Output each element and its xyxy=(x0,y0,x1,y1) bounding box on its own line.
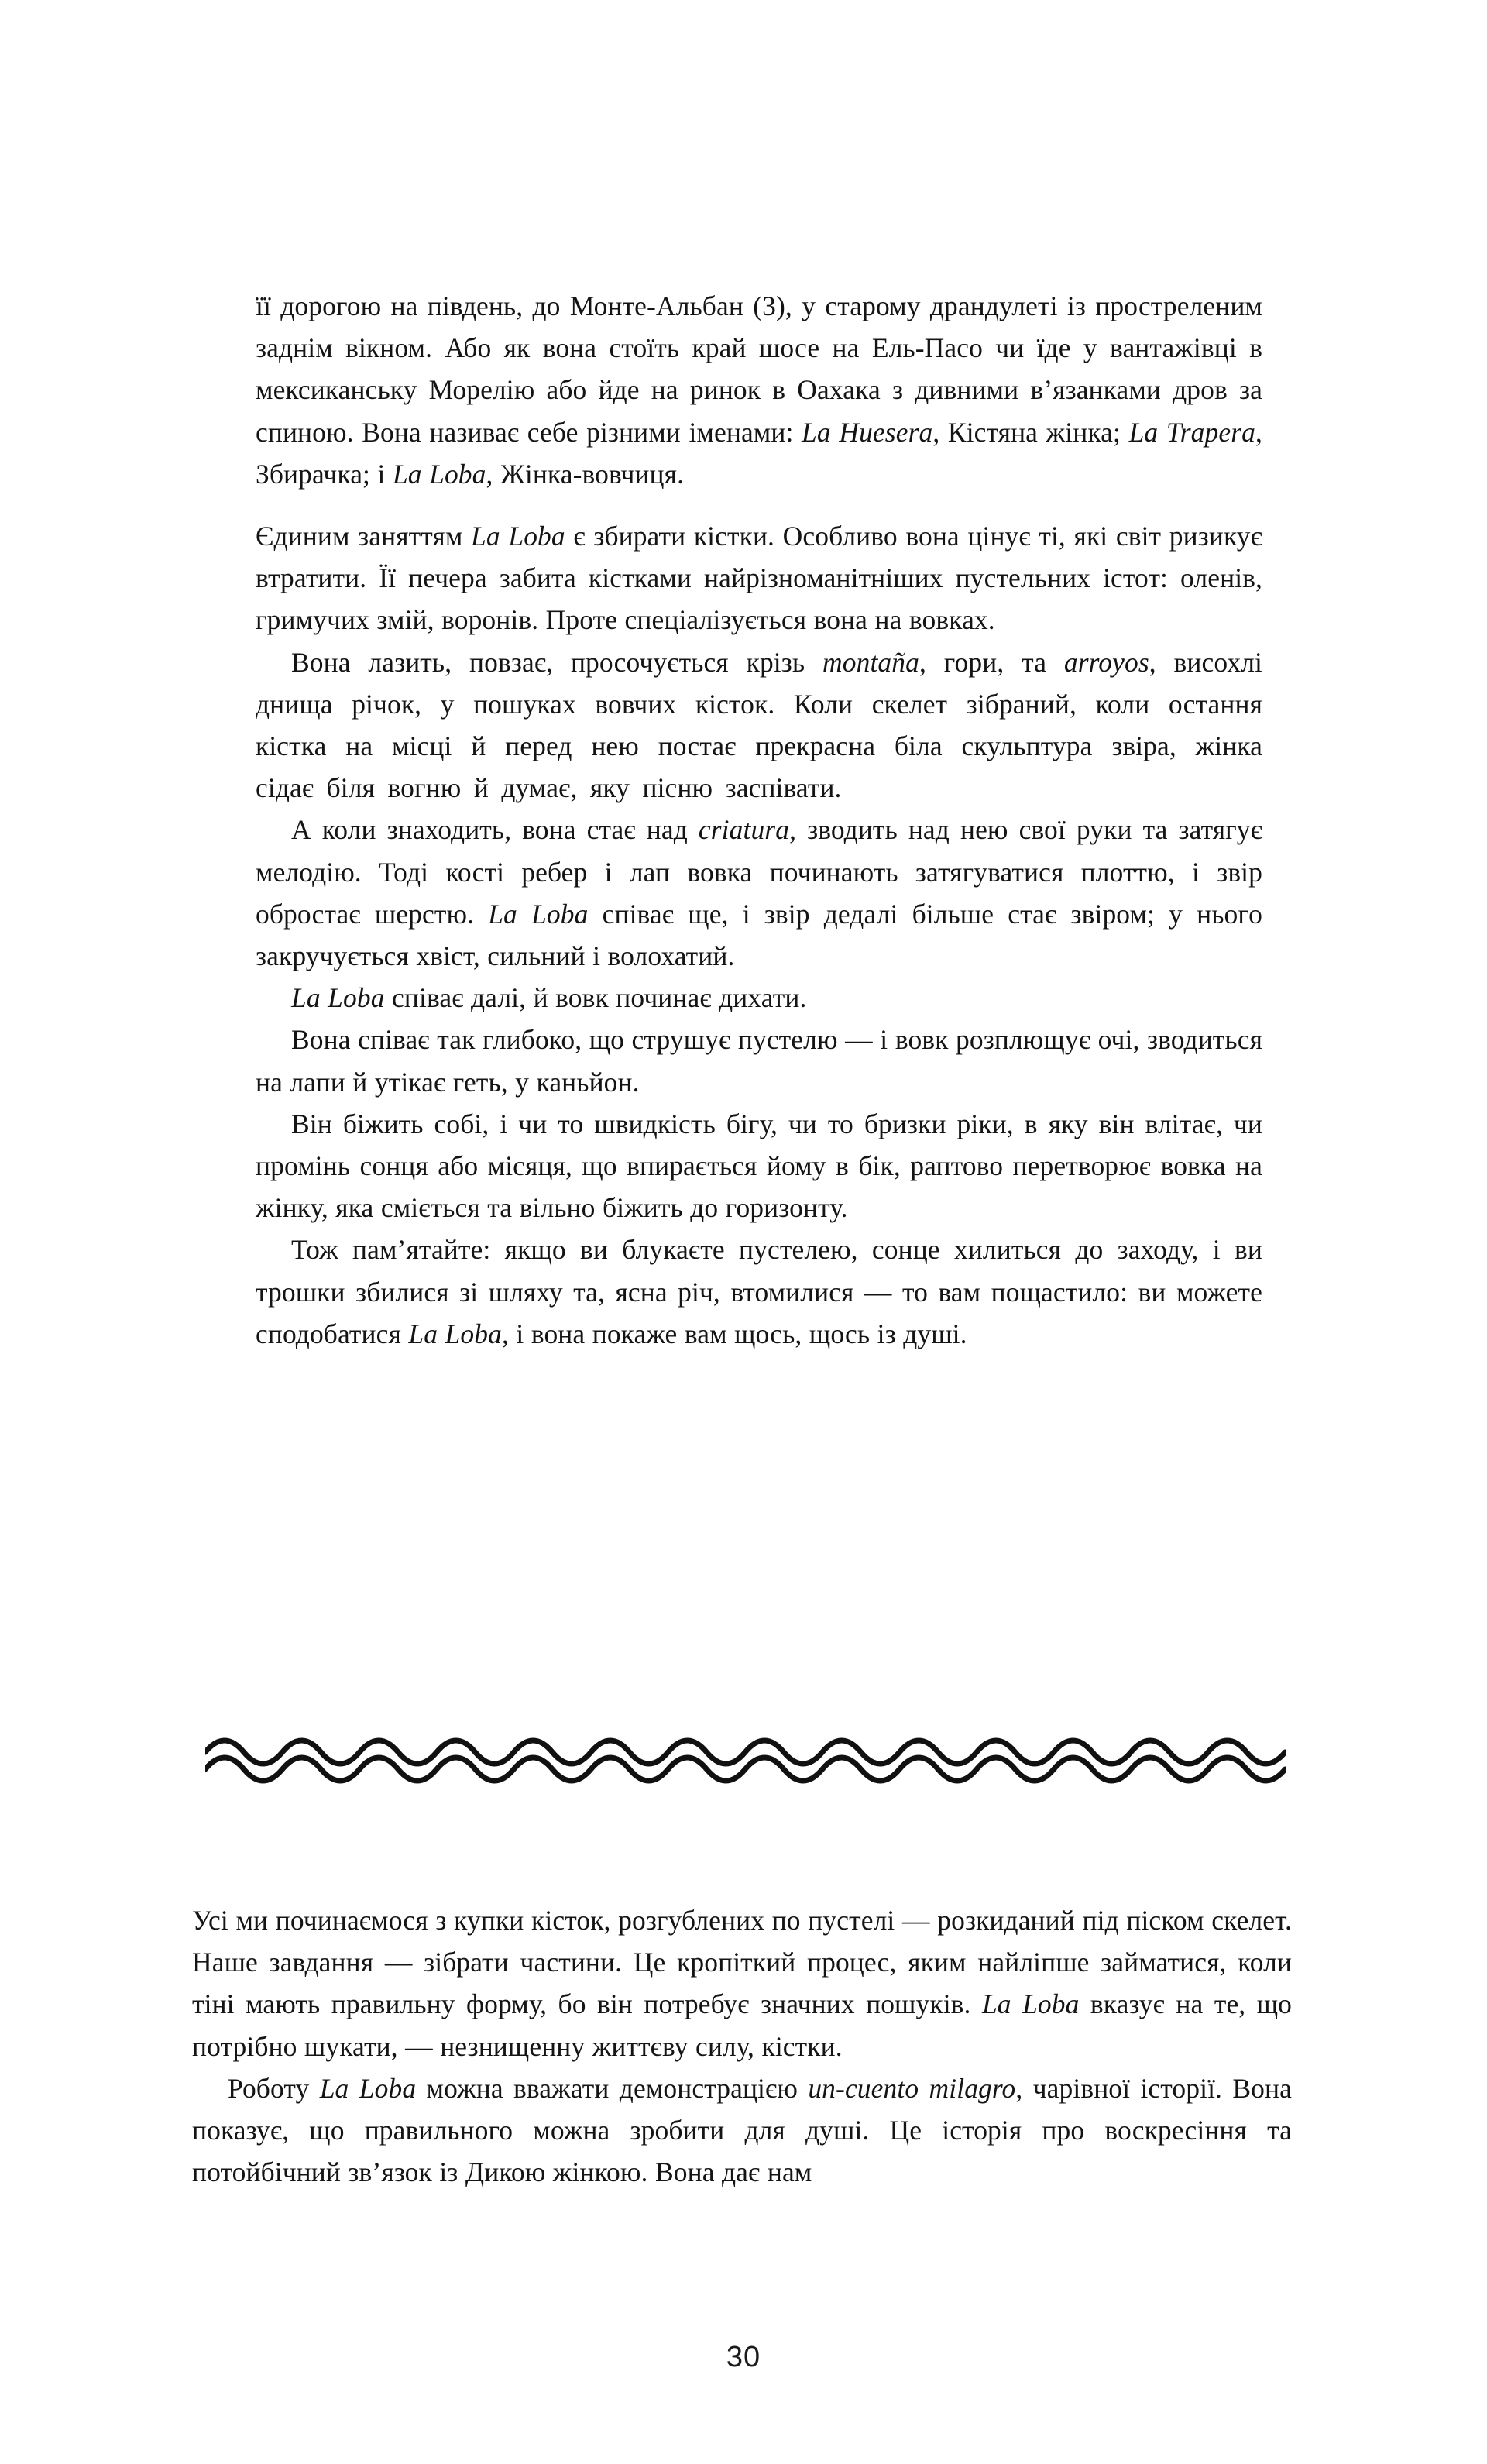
lower-text-block xyxy=(192,1899,1292,2193)
paragraph-vona-spivaye-tak-hlyboko xyxy=(256,1019,1262,1102)
run-text: , Жінка-вовчиця. xyxy=(486,458,685,490)
run-text: , Кістяна жінка; xyxy=(932,416,1129,448)
run-italic-arroyos: arroyos xyxy=(1063,646,1149,678)
run-text: , чарівної історії. Вона показує, що правильного можна зробити для душі. Це історія про воскресіння та потойбічний зв’язок із Дикою жінкою. Вона дає нам xyxy=(192,2072,1292,2188)
run-text: Роботу xyxy=(228,2072,320,2104)
paragraph-yedynym-zanyattyam xyxy=(256,515,1262,641)
paragraph-robotu-la-loba xyxy=(192,2067,1292,2194)
paragraph-vin-bizhyt xyxy=(256,1103,1262,1229)
run-text: Вона співає так глибоко, що струшує пустелю — і вовк розплющує очі, зводиться на лапи й утікає геть, у каньйон. xyxy=(256,1024,1262,1098)
paragraph-la-loba-spivaye-dali xyxy=(256,977,1262,1019)
run-italic-la-loba: La Loba xyxy=(471,521,565,552)
run-text: можна вважати демонстрацією xyxy=(416,2072,809,2104)
run-italic-la-loba: La Loba xyxy=(408,1318,502,1349)
run-text: , Збирачка; і xyxy=(256,416,1262,490)
run-text: вказує на те, що потрібно шукати, — незнищенну життєву силу, кістки. xyxy=(192,1988,1292,2062)
run-italic-montana: montaña xyxy=(822,646,919,678)
run-italic-la-loba: La Loba xyxy=(981,1988,1080,2020)
run-italic-la-huesera: La Huesera xyxy=(802,416,933,448)
run-italic-la-loba: La Loba xyxy=(319,2072,417,2104)
run-text: Тож пам’ятайте: якщо ви блукаєте пустелею, сонце хилиться до заходу, і ви трошки збилися зі шляху та, ясна річ, втомилися — то вам пощастило: ви можете сподобатися xyxy=(256,1234,1262,1349)
paragraph-continuation xyxy=(256,285,1262,495)
paragraph-tozh-pamyatayte xyxy=(256,1229,1262,1355)
run-text: співає далі, й вовк починає дихати. xyxy=(384,982,807,1014)
run-italic-la-trapera: La Trapera xyxy=(1128,416,1256,448)
run-text: є збирати кістки. Особливо вона цінує ті, які світ ризикує втратити. Її печера забита кістками найрізноманітніших пустельних істот: оленів, гримучих змій, воронів. Проте спеціалізується вона на вовках. xyxy=(256,521,1262,636)
run-italic-la-loba: La Loba xyxy=(291,982,385,1014)
upper-text-block xyxy=(256,285,1262,1355)
paragraph-usi-my-pochynayemosya xyxy=(192,1899,1292,2067)
run-text: , гори, та xyxy=(919,646,1064,678)
page-number: 30 xyxy=(726,2341,761,2373)
run-text: Вона лазить, повзає, просочується крізь xyxy=(291,646,823,678)
run-text: , зводить над нею свої руки та затягує мелодію. Тоді кості ребер і лап вовка починають затягуватися плоттю, і звір обростає шерстю. xyxy=(256,814,1262,930)
run-italic-la-loba: La Loba xyxy=(392,458,486,490)
paragraph-a-koly-znakhodyt xyxy=(256,809,1262,977)
run-text: Усі ми починаємося з купки кісток, розгублених по пустелі — розкиданий під піском скелет. Наше завдання — зібрати частини. Це кропіткий процес, яким найліпше займатися, коли тіні мають правильну форму, бо він потребує значних пошуків. xyxy=(192,1905,1292,2020)
run-text: Він біжить собі, і чи то швидкість бігу, чи то бризки ріки, в яку він влітає, чи промінь сонця або місяця, що впирається йому в бік, раптово перетворює вовка на жінку, яка сміється та вільно біжить до горизонту. xyxy=(256,1108,1262,1224)
run-text: її дорогою на південь, до Монте-Альбан (3), у старому драндулеті із простреленим заднім вікном. Або як вона стоїть край шосе на Ель-Пасо чи їде у вантажівці в мексиканську Морелію або йде на ринок в Оахака з дивними в’язанками дров за спиною. Вона називає себе різними іменами: xyxy=(256,290,1262,448)
run-italic-la-loba: La Loba xyxy=(488,898,589,930)
run-text: співає ще, і звір дедалі більше стає звіром; у нього закручується хвіст, сильний і волохатий. xyxy=(256,898,1263,972)
run-text: А коли знаходить, вона стає над xyxy=(291,814,699,846)
run-text: , висохлі днища річок, у пошуках вовчих кісток. Коли скелет зібраний, коли остання кістка на місці й перед нею постає прекрасна біла скульптура звіра, жінка сідає біля вогню й думає, яку пісню заспівати. xyxy=(256,646,1262,804)
run-text: Єдиним заняттям xyxy=(256,521,472,552)
run-italic-criatura: criatura xyxy=(698,814,790,846)
run-text: , і вона покаже вам щось, щось із душі. xyxy=(501,1318,967,1349)
run-italic-un-cuento-milagro: un-cuento milagro xyxy=(808,2072,1016,2104)
paragraph-vona-lazyt xyxy=(256,641,1262,809)
wavy-divider-ornament xyxy=(205,1732,1286,1788)
